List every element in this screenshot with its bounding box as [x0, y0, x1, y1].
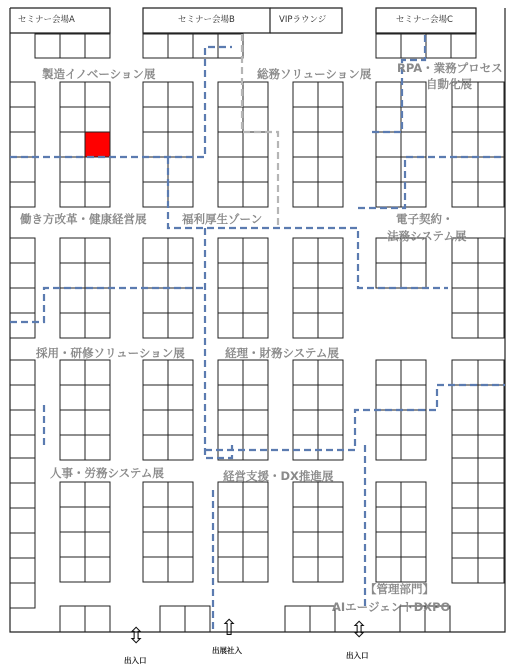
booth [318, 435, 343, 460]
booth [478, 533, 504, 558]
booth [243, 238, 268, 263]
booth [452, 558, 478, 583]
booth [318, 288, 343, 313]
booth [293, 182, 318, 207]
booth [376, 435, 401, 460]
booth [401, 132, 426, 157]
booth [318, 107, 343, 132]
booth [168, 385, 193, 410]
zone-label-management-dx: 経営支援・DX推進展 [223, 469, 334, 483]
booth [218, 82, 243, 107]
booth [293, 82, 318, 107]
booth [318, 82, 343, 107]
booth [143, 313, 168, 338]
booth [243, 360, 268, 385]
zone-label-e-contract-1: 電子契約・ [396, 212, 454, 226]
booth [218, 263, 243, 288]
booth [285, 606, 310, 632]
booth [293, 238, 318, 263]
booth [376, 182, 401, 207]
booth [85, 34, 110, 58]
booth [293, 410, 318, 435]
booth [218, 557, 243, 582]
booth [376, 157, 401, 182]
booth [143, 435, 168, 460]
booth [243, 182, 268, 207]
zone-label-rpa-2: 自動化展 [426, 77, 472, 91]
highlight-booth [85, 132, 110, 157]
booth [10, 508, 35, 533]
booth [451, 34, 476, 58]
booth [35, 34, 60, 58]
booth [376, 34, 401, 58]
booth [452, 132, 478, 157]
booth [218, 410, 243, 435]
booth [478, 182, 504, 207]
booth [85, 313, 110, 338]
door-label-entrance-left: 出入口 [124, 656, 147, 665]
booth [60, 82, 85, 107]
booth [318, 182, 343, 207]
booth [376, 263, 401, 288]
booth [168, 360, 193, 385]
booth [168, 313, 193, 338]
zone-label-welfare: 福利厚生ゾーン [182, 212, 263, 226]
booth [85, 557, 110, 582]
booth [401, 82, 426, 107]
booth [243, 107, 268, 132]
booth [10, 182, 35, 207]
booth [478, 508, 504, 533]
up-down-arrow-icon: ⇳ [127, 624, 146, 649]
booth [60, 238, 85, 263]
booth [293, 157, 318, 182]
booth [85, 410, 110, 435]
booth [85, 435, 110, 460]
booth [478, 558, 504, 583]
booth [452, 157, 478, 182]
booth [218, 182, 243, 207]
booth [10, 483, 35, 508]
booth [478, 238, 504, 263]
booth [376, 132, 401, 157]
booth [10, 132, 35, 157]
booth [143, 157, 168, 182]
booth [168, 482, 193, 507]
booth [85, 360, 110, 385]
booth [10, 458, 35, 483]
booth [293, 435, 318, 460]
booth [318, 238, 343, 263]
booth [478, 263, 504, 288]
booth [185, 606, 210, 632]
booth [293, 132, 318, 157]
booth [452, 410, 478, 435]
zone-label-e-contract-2: 法務システム展 [387, 229, 467, 243]
booth [318, 132, 343, 157]
booth [478, 107, 504, 132]
booth [143, 238, 168, 263]
booth [401, 532, 426, 557]
booth [168, 288, 193, 313]
booth [376, 410, 401, 435]
booth [143, 385, 168, 410]
booth [243, 313, 268, 338]
booth [143, 107, 168, 132]
booth [218, 385, 243, 410]
booth [10, 157, 35, 182]
booth [452, 288, 478, 313]
booth [168, 132, 193, 157]
booth [243, 557, 268, 582]
booth [318, 482, 343, 507]
booth [168, 157, 193, 182]
booth [452, 263, 478, 288]
booth [143, 360, 168, 385]
booth [85, 482, 110, 507]
booth [243, 410, 268, 435]
booth [478, 410, 504, 435]
up-arrow-icon: ⇧ [220, 616, 239, 641]
booth [218, 507, 243, 532]
booth [401, 360, 426, 385]
booth [293, 482, 318, 507]
booth [60, 313, 85, 338]
booth [218, 157, 243, 182]
booth [452, 483, 478, 508]
booth [85, 263, 110, 288]
booth [60, 507, 85, 532]
booth [401, 507, 426, 532]
booth [478, 288, 504, 313]
booth [293, 313, 318, 338]
booth [60, 360, 85, 385]
booth [318, 360, 343, 385]
booth [318, 313, 343, 338]
booth [478, 132, 504, 157]
booth [168, 238, 193, 263]
booth [318, 385, 343, 410]
booth [143, 557, 168, 582]
booth [85, 606, 110, 632]
booth [60, 482, 85, 507]
booth [218, 313, 243, 338]
booth [293, 263, 318, 288]
booth [85, 288, 110, 313]
booth [160, 606, 185, 632]
booth [168, 182, 193, 207]
booth [143, 182, 168, 207]
booth [318, 557, 343, 582]
booth [10, 435, 35, 460]
zone-label-rpa-1: RPA・業務プロセス [397, 61, 503, 75]
booth [60, 532, 85, 557]
booth [10, 385, 35, 410]
booth [60, 107, 85, 132]
booth [243, 157, 268, 182]
booth [143, 507, 168, 532]
zone-label-accounting: 経理・財務システム展 [225, 346, 339, 360]
booth [85, 238, 110, 263]
booth [143, 82, 168, 107]
zone-label-ai-agent: AIエージェントDXPO [332, 600, 451, 614]
room-label-vip: VIPラウンジ [279, 15, 327, 25]
booth [478, 385, 504, 410]
booth [168, 557, 193, 582]
booth [168, 82, 193, 107]
booth [243, 507, 268, 532]
booth [85, 182, 110, 207]
booth [293, 385, 318, 410]
booth [426, 34, 451, 58]
zone-label-manufacturing: 製造イノベーション展 [42, 67, 156, 81]
booth [243, 263, 268, 288]
booth [218, 132, 243, 157]
booth [293, 360, 318, 385]
booth [401, 435, 426, 460]
booth [85, 82, 110, 107]
booth [293, 288, 318, 313]
booth [318, 507, 343, 532]
booth [452, 360, 478, 385]
booth [85, 507, 110, 532]
booth [168, 263, 193, 288]
booth [143, 410, 168, 435]
booth [318, 157, 343, 182]
booth [243, 132, 268, 157]
door-label-entrance-right: 出入口 [346, 651, 369, 660]
booth [218, 360, 243, 385]
booth [376, 507, 401, 532]
zone-label-general-affairs: 総務ソリューション展 [257, 67, 372, 81]
booth-grid [10, 34, 504, 632]
booth [143, 532, 168, 557]
booth [10, 558, 35, 583]
route-top-left [10, 47, 232, 157]
booth [401, 34, 426, 58]
booth [143, 482, 168, 507]
booth [452, 107, 478, 132]
booth [452, 385, 478, 410]
booth [10, 263, 35, 288]
zone-label-hr-labor: 人事・労務システム展 [50, 466, 164, 480]
booth [401, 263, 426, 288]
booth [243, 385, 268, 410]
booth [243, 532, 268, 557]
booth [478, 157, 504, 182]
booth [452, 313, 478, 338]
booth [218, 107, 243, 132]
booth [60, 34, 85, 58]
booth [168, 107, 193, 132]
booth [376, 385, 401, 410]
booth [60, 557, 85, 582]
booth [243, 482, 268, 507]
booth [478, 82, 504, 107]
booth [401, 482, 426, 507]
booth [218, 238, 243, 263]
zone-label-management-dept: 【管理部門】 [365, 582, 434, 596]
booth [60, 132, 85, 157]
booth [85, 157, 110, 182]
booth [376, 482, 401, 507]
booth [478, 483, 504, 508]
booth [218, 482, 243, 507]
booth [85, 385, 110, 410]
booth [60, 263, 85, 288]
booth [452, 435, 478, 460]
booth [10, 107, 35, 132]
room-label-seminar-a: セミナー会場A [18, 15, 75, 25]
booth [168, 410, 193, 435]
booth [143, 288, 168, 313]
booth [401, 107, 426, 132]
booth [478, 360, 504, 385]
booth [10, 583, 35, 608]
booth [452, 182, 478, 207]
booth [10, 410, 35, 435]
booth [293, 532, 318, 557]
up-down-arrow-icon: ⇳ [350, 618, 369, 643]
booth [318, 263, 343, 288]
booth [478, 435, 504, 460]
booth [168, 34, 193, 58]
booth [243, 288, 268, 313]
booth [478, 458, 504, 483]
booth [243, 82, 268, 107]
booth [318, 410, 343, 435]
booth [452, 458, 478, 483]
booth [10, 238, 35, 263]
booth [85, 107, 110, 132]
booth [85, 532, 110, 557]
booth [478, 313, 504, 338]
booth [143, 34, 168, 58]
booth [10, 313, 35, 338]
booth [293, 557, 318, 582]
booth [293, 107, 318, 132]
booth [401, 557, 426, 582]
booth [318, 532, 343, 557]
booth [60, 157, 85, 182]
booth [60, 606, 85, 632]
booth [10, 360, 35, 385]
booth [168, 507, 193, 532]
booth [452, 508, 478, 533]
booth [60, 182, 85, 207]
booth [293, 507, 318, 532]
booth [168, 532, 193, 557]
booth [376, 107, 401, 132]
booth [143, 263, 168, 288]
booth [401, 385, 426, 410]
booth [376, 82, 401, 107]
booth [10, 288, 35, 313]
booth [10, 533, 35, 558]
booth [218, 532, 243, 557]
booth [168, 435, 193, 460]
booth [376, 360, 401, 385]
booth [143, 132, 168, 157]
room-label-seminar-c: セミナー会場C [396, 15, 453, 25]
booth [452, 533, 478, 558]
booth [401, 410, 426, 435]
booth [218, 435, 243, 460]
booth [218, 288, 243, 313]
booth [60, 410, 85, 435]
zone-label-work-style: 働き方改革・健康経営展 [20, 212, 147, 226]
booth [60, 435, 85, 460]
booth [243, 435, 268, 460]
room-label-seminar-b: セミナー会場B [178, 15, 235, 25]
booth [376, 557, 401, 582]
booth [376, 532, 401, 557]
booth [60, 288, 85, 313]
booth [60, 385, 85, 410]
door-label-exhibitor: 出展社入 [212, 646, 242, 655]
booth [10, 82, 35, 107]
zone-label-recruiting: 採用・研修ソリューション展 [36, 346, 185, 360]
